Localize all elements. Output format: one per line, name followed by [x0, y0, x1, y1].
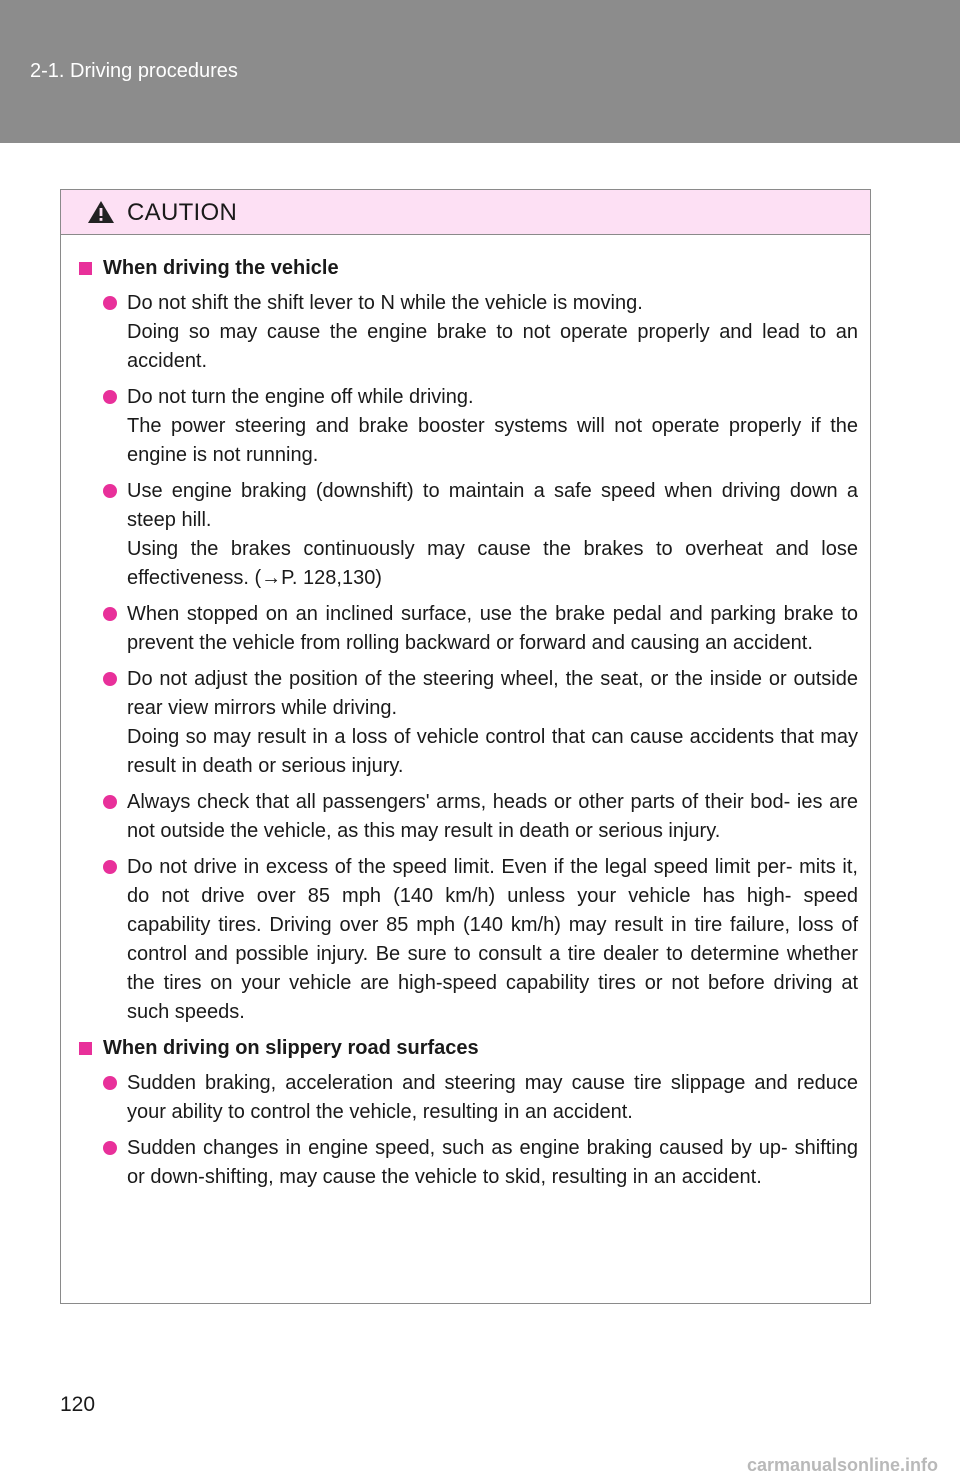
circle-bullet-icon	[103, 296, 117, 310]
item-paragraph: Sudden braking, acceleration and steering may cause tire slippage and reduce your ability to control the vehicle, resulting in an accident.	[127, 1072, 858, 1123]
item-paragraph: Do not shift the shift lever to N while the vehicle is moving.	[127, 292, 643, 314]
item-paragraph: Doing so may cause the engine brake to not operate properly and lead to an accident.	[127, 321, 858, 372]
caution-section	[79, 254, 858, 1027]
circle-bullet-icon	[103, 607, 117, 621]
caution-header	[61, 190, 870, 235]
circle-bullet-icon	[103, 390, 117, 404]
item-paragraph: Use engine braking (downshift) to maintain a safe speed when driving down a steep hill.	[127, 480, 858, 531]
watermark: carmanualsonline.info	[746, 1455, 938, 1475]
item-paragraph: Always check that all passengers' arms, heads or other parts of their bod- ies are not outside the vehicle, as this may result in death or serious injury.	[127, 791, 858, 842]
page-header	[0, 0, 960, 143]
circle-bullet-icon	[103, 860, 117, 874]
list-item	[79, 788, 858, 846]
caution-box	[60, 189, 871, 1304]
item-paragraph: Sudden changes in engine speed, such as engine braking caused by up- shifting or down-shifting, may cause the vehicle to skid, resulting in an accident.	[127, 1137, 858, 1188]
square-bullet-icon	[79, 262, 92, 275]
item-paragraph: Doing so may result in a loss of vehicle control that can cause accidents that may result in death or serious injury.	[127, 726, 858, 777]
circle-bullet-icon	[103, 1076, 117, 1090]
item-paragraph: Do not turn the engine off while driving.	[127, 386, 474, 408]
item-paragraph: The power steering and brake booster systems will not operate properly if the engine is not running.	[127, 415, 858, 466]
circle-bullet-icon	[103, 795, 117, 809]
item-paragraph: Using the brakes continuously may cause the brakes to overheat and lose effectiveness. (→P. 128,130)	[127, 538, 858, 589]
square-bullet-icon	[79, 1042, 92, 1055]
caution-section-title	[79, 1034, 858, 1063]
caution-section-title	[79, 254, 858, 283]
list-item	[79, 383, 858, 470]
warning-triangle-icon	[87, 200, 115, 224]
page-number: 120	[60, 1393, 96, 1416]
circle-bullet-icon	[103, 484, 117, 498]
circle-bullet-icon	[103, 672, 117, 686]
list-item	[79, 1069, 858, 1127]
list-item	[79, 477, 858, 593]
circle-bullet-icon	[103, 1141, 117, 1155]
section-title-text: When driving on slippery road surfaces	[103, 1037, 479, 1059]
list-item	[79, 853, 858, 1027]
caution-title: CAUTION	[127, 199, 238, 226]
list-item	[79, 1134, 858, 1192]
item-paragraph: Do not drive in excess of the speed limit. Even if the legal speed limit per- mits it, do not drive over 85 mph (140 km/h) unless your vehicle has high- speed capability tires. Driving over 85 mph (140 km/h) may result in tire failure, loss of control and possible injury. Be sure to consult a tire dealer to determine whether the tires on your vehicle are high-speed capability tires or not before driving at such speeds.	[127, 856, 858, 1023]
list-item	[79, 665, 858, 781]
item-paragraph: Do not adjust the position of the steering wheel, the seat, or the inside or outside rear view mirrors while driving.	[127, 668, 858, 719]
section-title-text: When driving the vehicle	[103, 257, 339, 279]
list-item	[79, 600, 858, 658]
item-paragraph: When stopped on an inclined surface, use the brake pedal and parking brake to prevent the vehicle from rolling backward or forward and causing an accident.	[127, 603, 858, 654]
caution-content	[61, 254, 870, 1199]
caution-section	[79, 1034, 858, 1192]
list-item	[79, 289, 858, 376]
section-title: 2-1. Driving procedures	[30, 60, 238, 82]
